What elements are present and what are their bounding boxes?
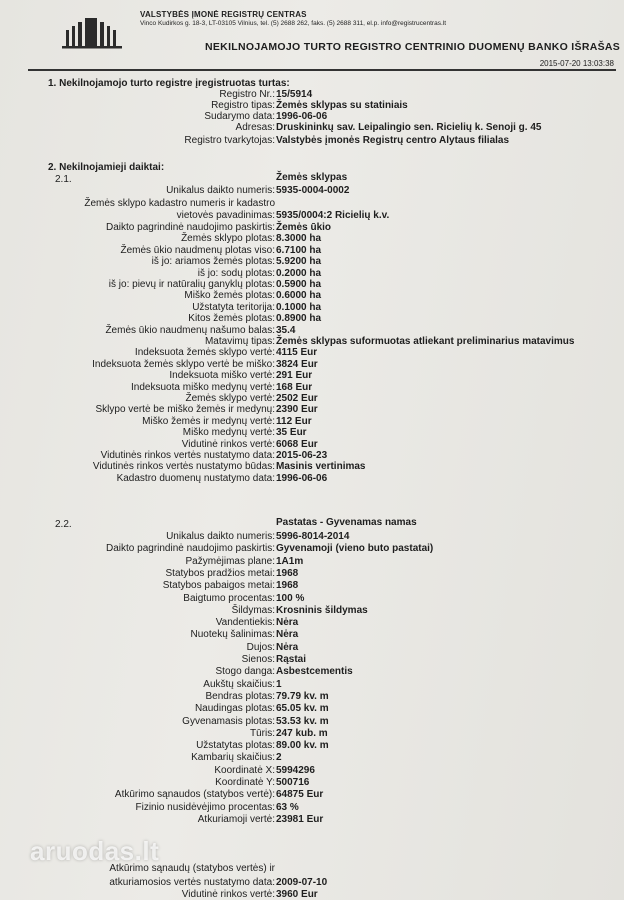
item-2-1-title: Žemės sklypas xyxy=(276,172,348,183)
building-field-row xyxy=(0,740,624,752)
land-plot-field-value: 5935-0004-0002 xyxy=(276,185,350,196)
land-plot-field-value: 8.3000 ha xyxy=(276,233,322,245)
land-plot-field-label: Kitos žemės plotas: xyxy=(188,313,275,325)
building-field-value: Asbestcementis xyxy=(276,666,353,678)
building-field-row xyxy=(0,531,624,543)
registry-field-row xyxy=(0,135,624,147)
building-field-value: 2009-07-10 xyxy=(276,877,328,888)
registry-field-value: Žemės sklypas su statiniais xyxy=(276,100,408,111)
registru-centras-logo xyxy=(60,14,124,54)
building-field-label: Užstatytas plotas: xyxy=(196,740,275,752)
land-plot-field-label: Miško žemės plotas: xyxy=(184,290,275,302)
building-field-row xyxy=(0,629,624,641)
building-field-label: Gyvenamasis plotas: xyxy=(182,715,275,727)
building-field-label: atkuriamosios vertės nustatymo data: xyxy=(109,877,275,888)
building-field-value: 247 kub. m xyxy=(276,727,328,739)
building-field-row xyxy=(0,789,624,801)
land-plot-field-value: 5935/0004:2 Ricielių k.v. xyxy=(276,210,390,221)
land-plot-field-value: 6.7100 ha xyxy=(276,244,322,256)
land-plot-field-row xyxy=(0,245,624,257)
building-field-label: Vandentiekis: xyxy=(215,617,275,629)
registry-field-value: 15/5914 xyxy=(276,89,313,100)
land-plot-field-label: Miško žemės ir medynų vertė: xyxy=(142,415,275,427)
land-plot-field-row xyxy=(0,325,624,337)
land-plot-field-row xyxy=(0,382,624,394)
land-plot-field-value: 0.8900 ha xyxy=(276,313,322,325)
land-plot-field-row xyxy=(0,416,624,428)
item-2-1-number: 2.1. xyxy=(55,174,72,185)
land-plot-field-row xyxy=(0,222,624,234)
land-plot-field-value: 35 Eur xyxy=(276,427,307,439)
building-field-row xyxy=(0,777,624,789)
land-plot-field-value: 35.4 xyxy=(276,324,296,336)
registry-field-value: Valstybės įmonės Registrų centro Alytaus filialas xyxy=(276,135,510,146)
registry-field-label: Adresas: xyxy=(235,122,275,133)
building-field-row xyxy=(0,605,624,617)
item-2-2-title-row xyxy=(0,517,624,529)
building-field-label: Koordinatė X: xyxy=(214,764,275,776)
building-field-label: Vidutinė rinkos vertė: xyxy=(181,889,275,900)
land-plot-field-row xyxy=(0,185,624,197)
land-plot-field-value: Žemės sklypas suformuotas atliekant preliminarius matavimus xyxy=(276,336,575,347)
land-plot-field-row xyxy=(0,439,624,451)
land-plot-field-label: Žemės sklypo plotas: xyxy=(181,233,275,245)
building-field-label: Atkūrimo sąnaudos (statybos vertė): xyxy=(114,789,275,801)
building-field-label: Baigtumo procentas: xyxy=(183,592,275,604)
building-field-label: Statybos pabaigos metai: xyxy=(162,580,275,592)
land-plot-field-value: 2502 Eur xyxy=(276,393,318,404)
building-field-row xyxy=(0,568,624,580)
land-plot-field-row xyxy=(0,313,624,325)
land-plot-field-value: 0.5900 ha xyxy=(276,279,322,290)
land-plot-field-value: 0.2000 ha xyxy=(276,267,322,279)
building-field-value: 500716 xyxy=(276,777,310,788)
land-plot-field-value: 2015-06-23 xyxy=(276,450,328,461)
building-field-value: 79.79 kv. m xyxy=(276,690,329,702)
building-field-row xyxy=(0,654,624,666)
building-field-row xyxy=(0,691,624,703)
organization-name: VALSTYBĖS ĮMONĖ REGISTRŲ CENTRAS xyxy=(140,10,307,19)
land-plot-field-label: Miško medynų vertė: xyxy=(182,427,275,439)
registry-field-label: Registro tvarkytojas: xyxy=(184,135,275,146)
land-plot-field-label: Vidutinės rinkos vertės nustatymo būdas: xyxy=(92,461,275,473)
building-field-label: Atkuriamoji vertė: xyxy=(197,813,275,825)
land-plot-field-label: iš jo: sodų plotas: xyxy=(197,267,275,279)
land-plot-field-row xyxy=(0,461,624,473)
building-field-label: Tūris: xyxy=(250,727,275,739)
land-plot-field-label: Užstatyta teritorija: xyxy=(192,301,275,313)
building-field-row xyxy=(0,765,624,777)
building-field-label: Dujos: xyxy=(246,641,275,653)
item-2-2-wrapped-label: Atkūrimo sąnaudų (statybos vertės) ir xyxy=(109,863,275,874)
land-plot-field-row xyxy=(0,256,624,268)
land-plot-field-label: iš jo: ariamos žemės plotas: xyxy=(151,256,275,268)
land-plot-field-value: 0.1000 ha xyxy=(276,301,322,313)
land-plot-field-value: 2390 Eur xyxy=(276,404,318,416)
building-field-label: Sienos: xyxy=(241,654,275,665)
building-field-label: Pažymėjimas plane: xyxy=(185,555,275,567)
land-plot-field-value: Masinis vertinimas xyxy=(276,461,366,473)
registry-field-label: Registro Nr.: xyxy=(219,89,275,100)
land-plot-field-label: Žemės sklypo vertė: xyxy=(185,393,275,404)
land-plot-field-label: vietovės pavadinimas: xyxy=(176,210,275,221)
land-plot-field-row xyxy=(0,359,624,371)
building-field-row xyxy=(0,703,624,715)
building-field-value: 64875 Eur xyxy=(276,789,324,801)
building-field-value: 89.00 kv. m xyxy=(276,740,329,752)
building-field-label: Fizinio nusidėvėjimo procentas: xyxy=(135,801,275,813)
land-plot-field-value: 1996-06-06 xyxy=(276,472,328,484)
land-plot-field-row xyxy=(0,347,624,359)
building-field-value: 53.53 kv. m xyxy=(276,715,329,727)
section-2-title: 2. Nekilnojamieji daiktai: xyxy=(48,162,165,173)
registry-field-value: 1996-06-06 xyxy=(276,111,328,122)
building-field-value: Krosninis šildymas xyxy=(276,604,368,616)
building-field-row xyxy=(0,728,624,740)
land-plot-field-row xyxy=(0,279,624,291)
building-field-value: 1968 xyxy=(276,580,299,592)
building-field-label: Koordinatė Y: xyxy=(215,777,275,788)
land-plot-field-value: 112 Eur xyxy=(276,415,312,427)
building-field-label: Nuotekų šalinimas: xyxy=(190,629,275,641)
building-field-row xyxy=(0,617,624,629)
land-plot-field-value: 0.6000 ha xyxy=(276,290,322,302)
land-plot-field-value: 3824 Eur xyxy=(276,358,318,370)
building-field-row xyxy=(0,679,624,691)
building-field-row xyxy=(0,543,624,555)
land-plot-field-value: Žemės ūkio xyxy=(276,222,332,233)
registry-field-label: Registro tipas: xyxy=(211,100,275,111)
building-field-row xyxy=(0,814,624,826)
building-field-row xyxy=(0,716,624,728)
land-plot-field-label: Sklypo vertė be miško žemės ir medynų: xyxy=(95,404,275,416)
building-field-row xyxy=(0,752,624,764)
building-field-label: Aukštų skaičius: xyxy=(203,678,275,690)
land-plot-field-row xyxy=(0,336,624,348)
land-plot-field-row xyxy=(0,302,624,314)
land-plot-field-row xyxy=(0,210,624,222)
building-field-value: 5994296 xyxy=(276,764,315,776)
building-field-row xyxy=(0,889,624,900)
building-field-value: 1A1m xyxy=(276,555,304,567)
building-field-value: Nėra xyxy=(276,629,299,641)
building-field-row xyxy=(0,556,624,568)
land-plot-field-value: 6068 Eur xyxy=(276,438,318,450)
building-field-row xyxy=(0,802,624,814)
land-plot-field-row xyxy=(0,370,624,382)
registry-field-row xyxy=(0,122,624,134)
land-plot-field-label: Indeksuota žemės sklypo vertė: xyxy=(134,347,275,359)
building-field-value: Gyvenamoji (vieno buto pastatai) xyxy=(276,543,434,555)
land-plot-field-row xyxy=(0,290,624,302)
building-field-label: Kambarių skaičius: xyxy=(191,752,275,764)
land-plot-field-label: Matavimų tipas: xyxy=(204,336,275,347)
registry-field-label: Sudarymo data: xyxy=(204,111,275,122)
land-plot-field-row xyxy=(0,473,624,485)
land-plot-field-label: Indeksuota miško vertė: xyxy=(169,370,275,382)
land-plot-field-row xyxy=(0,393,624,405)
land-plot-field-row xyxy=(0,427,624,439)
document-timestamp: 2015-07-20 13:03:38 xyxy=(539,59,614,68)
land-plot-field-label: Indeksuota miško medynų vertė: xyxy=(131,381,275,393)
building-field-value: 2 xyxy=(276,752,282,764)
land-plot-field-value: 168 Eur xyxy=(276,381,313,393)
land-plot-field-row xyxy=(0,268,624,280)
building-field-row xyxy=(0,666,624,678)
watermark: aruodas.lt xyxy=(30,836,160,866)
land-plot-field-label: Unikalus daikto numeris: xyxy=(166,185,275,196)
building-field-value: 63 % xyxy=(276,801,299,813)
item-2-2-title: Pastatas - Gyvenamas namas xyxy=(276,517,417,528)
land-plot-field-label: Kadastro duomenų nustatymo data: xyxy=(116,472,275,484)
organization-address: Vinco Kudirkos g. 18-3, LT-03105 Vilnius, tel. (5) 2688 262, faks. (5) 2688 311, el.p. info@registrucentras.lt xyxy=(140,20,447,27)
building-field-value: Rąstai xyxy=(276,654,307,665)
item-2-1-title-row xyxy=(0,172,624,184)
land-plot-field-label: Indeksuota žemės sklypo vertė be miško: xyxy=(92,358,275,370)
building-field-value: Nėra xyxy=(276,617,299,629)
land-plot-field-label: iš jo: pievų ir natūralių ganyklų plotas: xyxy=(108,279,275,290)
building-field-value: Nėra xyxy=(276,641,299,653)
land-plot-field-row xyxy=(0,233,624,245)
land-plot-field-row xyxy=(0,450,624,462)
land-plot-field-label: Vidutinės rinkos vertės nustatymo data: xyxy=(100,450,275,461)
building-field-row xyxy=(0,580,624,592)
building-field-value: 65.05 kv. m xyxy=(276,703,329,715)
building-field-row xyxy=(0,877,624,889)
building-field-label: Unikalus daikto numeris: xyxy=(166,531,275,542)
building-field-label: Daikto pagrindinė naudojimo paskirtis: xyxy=(106,543,275,555)
land-plot-field-value: 4115 Eur xyxy=(276,347,318,359)
item-2-1-wrapped-label: Žemės sklypo kadastro numeris ir kadastro xyxy=(84,198,275,209)
land-plot-field-value: 5.9200 ha xyxy=(276,256,322,268)
land-plot-field-label: Vidutinė rinkos vertė: xyxy=(181,438,275,450)
building-field-label: Stogo danga: xyxy=(215,666,275,678)
building-field-value: 1968 xyxy=(276,567,299,579)
land-plot-field-row xyxy=(0,404,624,416)
land-plot-field-value: 291 Eur xyxy=(276,370,313,382)
header-divider xyxy=(28,69,616,71)
building-field-label: Naudingas plotas: xyxy=(194,703,275,715)
section-1-title: 1. Nekilnojamojo turto registre įregistruotas turtas: xyxy=(48,78,290,89)
building-field-row xyxy=(0,642,624,654)
building-field-value: 5996-8014-2014 xyxy=(276,531,350,542)
building-field-value: 1 xyxy=(276,678,282,690)
building-field-value: 3960 Eur xyxy=(276,889,318,900)
land-plot-field-label: Žemės ūkio naudmenų plotas viso: xyxy=(120,244,275,256)
document-title: NEKILNOJAMOJO TURTO REGISTRO CENTRINIO DUOMENŲ BANKO IŠRAŠAS xyxy=(205,41,621,53)
building-field-label: Šildymas: xyxy=(231,604,275,616)
building-field-value: 23981 Eur xyxy=(276,813,324,825)
registry-field-value: Druskininkų sav. Leipalingio sen. Ricielių k. Senoji g. 45 xyxy=(276,122,542,133)
item-2-2-number: 2.2. xyxy=(55,519,72,530)
land-plot-field-label: Žemės ūkio naudmenų našumo balas: xyxy=(105,324,275,336)
building-field-row xyxy=(0,593,624,605)
building-field-label: Statybos pradžios metai: xyxy=(165,567,275,579)
land-plot-field-label: Daikto pagrindinė naudojimo paskirtis: xyxy=(106,222,275,233)
building-field-value: 100 % xyxy=(276,592,305,604)
building-field-label: Bendras plotas: xyxy=(205,690,275,702)
